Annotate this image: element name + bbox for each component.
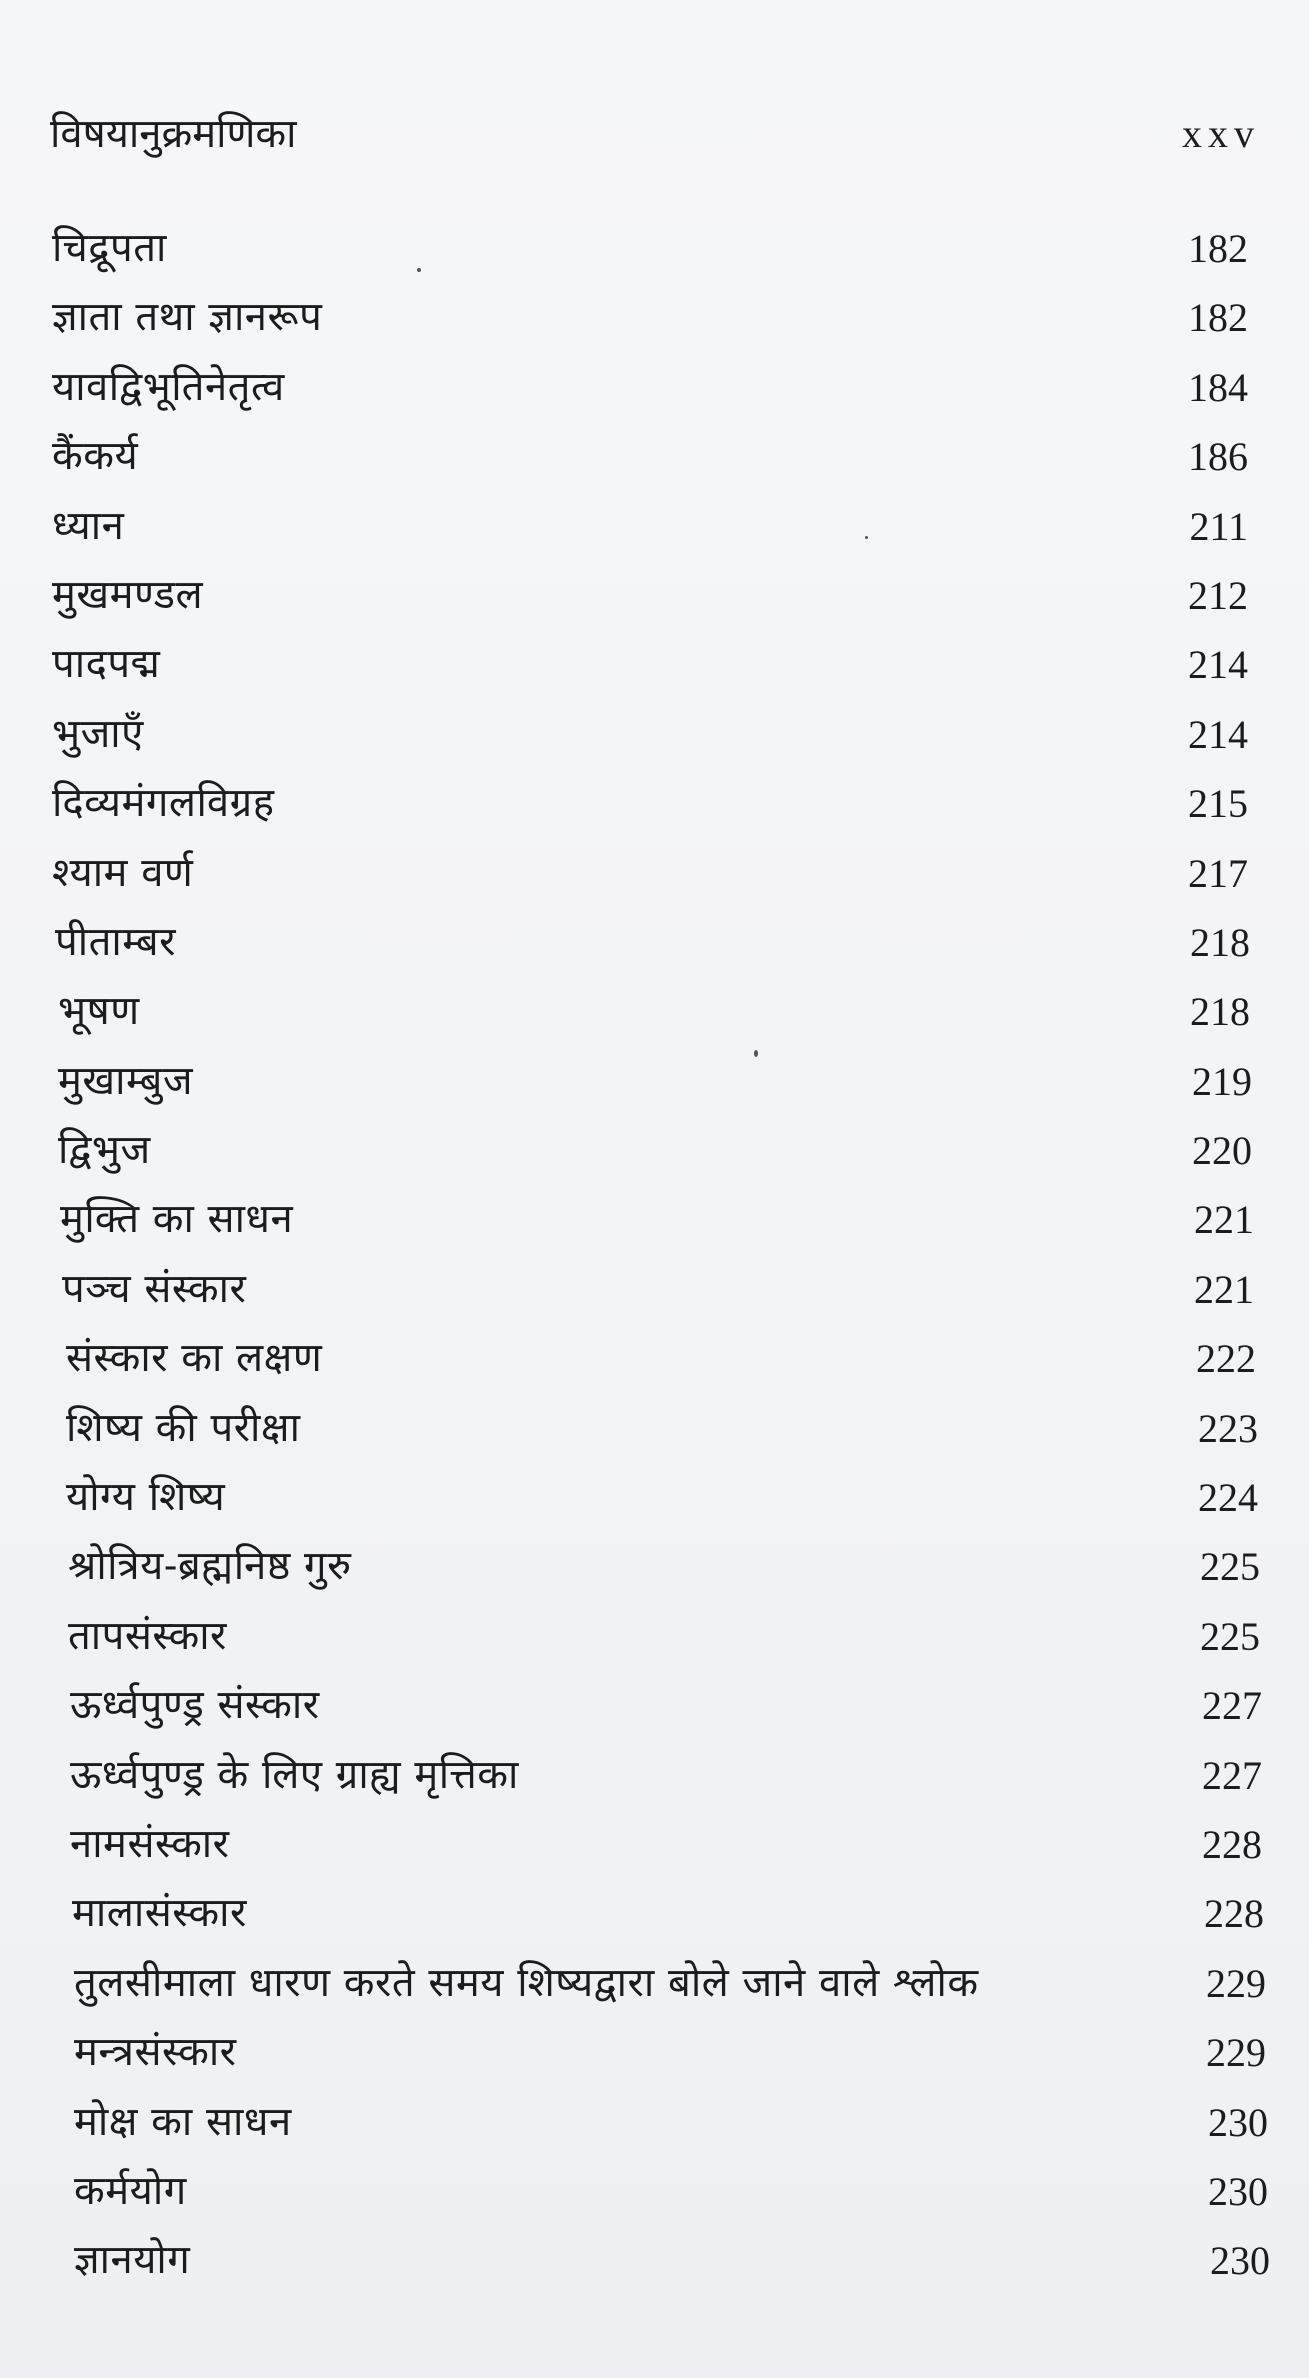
toc-entry-page-number: 229 <box>1206 2030 1266 2076</box>
toc-entry-page-number: 225 <box>1200 1613 1260 1659</box>
toc-entry-title: संस्कार का लक्षण <box>66 1335 323 1382</box>
toc-entry-page-number: 221 <box>1194 1197 1254 1243</box>
toc-entry-title: कर्मयोग <box>74 2167 187 2214</box>
toc-entry-title: तुलसीमाला धारण करते समय शिष्यद्वारा बोले जाने वाले श्लोक <box>74 1959 979 2006</box>
toc-entry-page-number: 217 <box>1188 850 1248 896</box>
toc-entry-page-number: 229 <box>1206 1960 1266 2006</box>
print-speck <box>417 268 421 272</box>
toc-entry-page-number: 228 <box>1204 1891 1264 1937</box>
toc-entry-title: चिद्रूपता <box>52 225 167 271</box>
toc-entry-page-number: 225 <box>1200 1544 1260 1590</box>
toc-entry-page-number: 230 <box>1208 2099 1268 2145</box>
toc-entry-page-number: 211 <box>1189 503 1248 549</box>
toc-entry <box>0 2088 1309 2157</box>
toc-entry-title: दिव्यमंगलविग्रह <box>52 780 275 827</box>
toc-entry-page-number: 227 <box>1202 1752 1262 1798</box>
toc-entry <box>0 1810 1309 1879</box>
toc-entry <box>0 1047 1309 1116</box>
toc-entry-title: श्याम वर्ण <box>52 849 194 896</box>
toc-entry <box>0 769 1309 838</box>
toc-entry-page-number: 222 <box>1196 1336 1256 1382</box>
toc-entry-title: पञ्च संस्कार <box>62 1265 247 1312</box>
toc-entry-title: नामसंस्कार <box>70 1820 230 1867</box>
toc-entry <box>0 2157 1309 2226</box>
toc-entry-page-number: 214 <box>1188 711 1248 757</box>
toc-entry-title: ऊर्ध्वपुण्ड्र संस्कार <box>70 1682 320 1729</box>
toc-entry <box>0 1671 1309 1740</box>
toc-entry-page-number: 221 <box>1194 1266 1254 1312</box>
toc-entry-title: मुखमण्डल <box>52 571 204 618</box>
toc-entry <box>0 1741 1309 1810</box>
toc-entry <box>0 1116 1309 1185</box>
toc-entry-title: श्रोत्रिय-ब्रह्मनिष्ठ गुरु <box>68 1543 352 1590</box>
toc-entry-title: मालासंस्कार <box>72 1890 247 1937</box>
toc-entry-page-number: 218 <box>1190 989 1250 1035</box>
toc-entry <box>0 1532 1309 1601</box>
toc-entry <box>0 1463 1309 1532</box>
toc-entry-title: भूषण <box>58 988 140 1035</box>
toc-entry-title: मन्त्रसंस्कार <box>74 2029 237 2076</box>
toc-entry-title: भुजाएँ <box>52 710 144 757</box>
toc-entry <box>0 1602 1309 1671</box>
toc-entry-page-number: 220 <box>1192 1128 1252 1174</box>
toc-entry-title: कैंकर्य <box>52 433 139 480</box>
toc-entry-page-number: 215 <box>1188 781 1248 827</box>
toc-entry-page-number: 182 <box>1188 295 1248 341</box>
toc-entry-page-number: 182 <box>1188 226 1248 271</box>
toc-entry <box>0 908 1309 977</box>
toc-entry <box>0 1324 1309 1393</box>
toc-entry-title: ज्ञाता तथा ज्ञानरूप <box>52 294 323 341</box>
toc-entry-page-number: 230 <box>1208 2168 1268 2214</box>
toc-entry-page-number: 223 <box>1198 1405 1258 1451</box>
toc-entry <box>0 839 1309 908</box>
toc-entry-title: द्विभुज <box>58 1127 151 1174</box>
toc-entry <box>0 1879 1309 1948</box>
page-number: xxv <box>1182 111 1260 156</box>
toc-entry-page-number: 212 <box>1188 572 1248 618</box>
toc-entry-page-number: 228 <box>1202 1821 1262 1867</box>
print-speck <box>754 1050 758 1057</box>
toc-entry <box>0 2018 1309 2087</box>
running-header <box>50 104 1260 164</box>
toc-entry-page-number: 218 <box>1190 919 1250 965</box>
toc-entry <box>0 561 1309 630</box>
toc-entry <box>0 353 1309 422</box>
toc-entry-page-number: 214 <box>1188 642 1248 688</box>
toc-entry-title: मोक्ष का साधन <box>74 2098 292 2145</box>
toc-entry-page-number: 230 <box>1210 2238 1270 2284</box>
toc-entry <box>0 630 1309 699</box>
toc-entry <box>0 1394 1309 1463</box>
toc-entry <box>0 214 1309 283</box>
toc-entry-title: पादपद्म <box>52 641 161 688</box>
toc-entry <box>0 283 1309 352</box>
toc-entry-title: पीताम्बर <box>55 918 176 965</box>
toc-entry-title: तापसंस्कार <box>68 1612 227 1659</box>
toc-entry <box>0 1255 1309 1324</box>
toc-entry-title: ऊर्ध्वपुण्ड्र के लिए ग्राह्य मृत्तिका <box>70 1751 519 1798</box>
toc-entry <box>0 1949 1309 2018</box>
toc-entry-title: ज्ञानयोग <box>74 2237 191 2284</box>
toc-entry-title: यावद्विभूतिनेतृत्व <box>52 363 285 410</box>
toc-entry-title: शिष्य की परीक्षा <box>66 1404 301 1451</box>
toc-entry-page-number: 184 <box>1188 364 1248 410</box>
table-of-contents <box>0 214 1309 2296</box>
toc-entry-page-number: 224 <box>1198 1475 1258 1521</box>
toc-entry <box>0 492 1309 561</box>
toc-entry <box>0 1185 1309 1254</box>
toc-entry-page-number: 219 <box>1192 1058 1252 1104</box>
toc-entry <box>0 977 1309 1046</box>
toc-entry-page-number: 186 <box>1188 434 1248 480</box>
toc-entry <box>0 700 1309 769</box>
toc-entry-title: मुक्ति का साधन <box>60 1196 294 1243</box>
toc-entry <box>0 2226 1309 2295</box>
toc-entry-page-number: 227 <box>1202 1683 1262 1729</box>
running-header-title: विषयानुक्रमणिका <box>50 111 297 157</box>
toc-entry-title: योग्य शिष्य <box>66 1474 226 1521</box>
print-speck <box>865 536 868 539</box>
toc-entry-title: मुखाम्बुज <box>58 1057 194 1104</box>
toc-entry <box>0 422 1309 491</box>
toc-entry-title: ध्यान <box>52 502 125 549</box>
